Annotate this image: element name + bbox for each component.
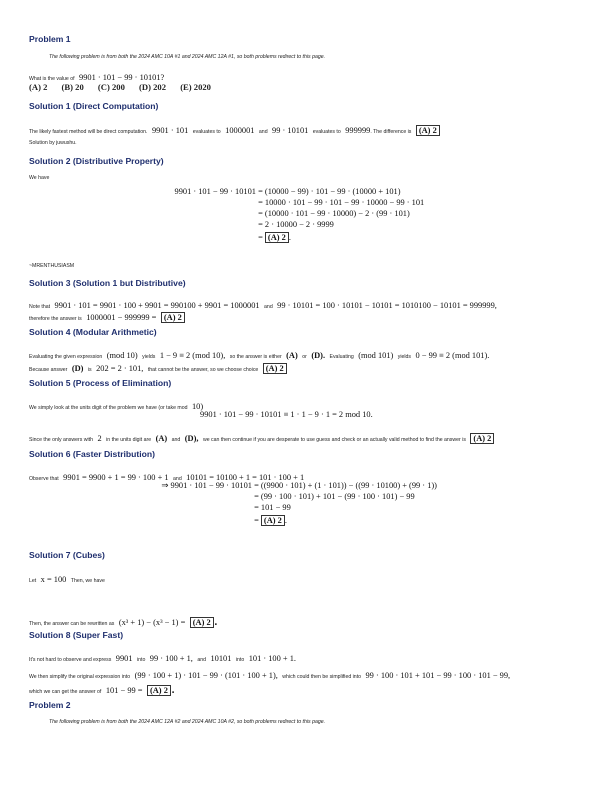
choice-c: (C) 200 <box>97 82 125 92</box>
solution5-display: 9901 · 101 − 99 · 10101 ≡ 1 · 1 − 9 · 1 = 2 mod 10. <box>200 410 373 419</box>
solution7-answer-box: (A) 2 <box>190 617 214 628</box>
solution5-line1: We simply look at the units digit of the problem we have (or take mod 10) <box>29 402 204 411</box>
solution1-heading: Solution 1 (Direct Computation) <box>29 101 159 111</box>
solution7-heading: Solution 7 (Cubes) <box>29 550 105 560</box>
solution5-answer-box: (A) 2 <box>470 433 494 444</box>
solution3-heading: Solution 3 (Solution 1 but Distributive) <box>29 278 186 288</box>
solution3-line2: therefore the answer is 1000001 − 999999 = (A) 2 <box>29 307 594 325</box>
solution8-line2: We then simplify the original expression into (99 · 100 + 1) · 101 − 99 · (101 · 100 + 1), which could then be simplified into 99 · 100 · 101 + 101 − 99 · 100 · 101 − 99, <box>29 671 511 680</box>
problem2-note: The following problem is from both the 2024 AMC 12A #2 and 2024 AMC 10A #2, so both problems redirect to this page. <box>49 719 326 725</box>
solution4-line2: Because answer (D) is 202 = 2 · 101, that cannot be the answer, so we choose choice (A) 2 <box>29 358 594 376</box>
solution1-text: The likely fastest method will be direct computation. 9901 · 101 evaluates to 1000001 and 99 · 10101 evaluates to 999999. The difference is (A) 2 <box>29 120 594 138</box>
choice-b: (B) 20 <box>61 82 84 92</box>
choice-d: (D) 202 <box>139 82 167 92</box>
solution1-credit: Solution by juwushu. <box>29 140 77 146</box>
problem1-section <box>29 34 594 44</box>
choice-e: (E) 2020 <box>180 82 211 92</box>
solution6-lhs: ⇒ 9901 · 101 − 99 · 10101 <box>161 481 252 490</box>
problem1-choices <box>29 82 594 92</box>
solution5-line2: Since the only answers with 2 in the units digit are (A) and (D), we can then continue if you are desperate to use guess and check or an actually valid method to find the answer is (A) 2 <box>29 428 594 446</box>
problem1-question: What is the value of 9901 · 101 − 99 · 10101? <box>29 73 165 82</box>
problem1-expression: 9901 · 101 − 99 · 10101? <box>79 73 165 82</box>
solution4-answer-box: (A) 2 <box>263 363 287 374</box>
solution6-answer-box: (A) 2 <box>261 515 285 526</box>
solution8-answer-box: (A) 2 <box>147 685 171 696</box>
solution8-line3: which we can get the answer of 101 − 99 = (A) 2 . <box>29 680 176 697</box>
solution4-line1: Evaluating the given expression (mod 10) yields 1 − 9 ≡ 2 (mod 10), so the answer is either (A) or (D). Evaluating (mod 101) yields 0 − 99 ≡ 2 (mod 101). <box>29 351 490 360</box>
solution2-intro: We have <box>29 175 50 181</box>
solution5-heading: Solution 5 (Process of Elimination) <box>29 378 172 388</box>
solution6-line1: Observe that 9901 = 9900 + 1 = 99 · 100 + 1 and 10101 = 10100 + 1 = 101 · 100 + 1 <box>29 473 305 482</box>
solution2-answer-box: (A) 2 <box>265 232 289 243</box>
problem1-note: The following problem is from both the 2024 AMC 10A #1 and 2024 AMC 12A #1, so both problems redirect to this page. <box>49 54 326 60</box>
choice-a: (A) 2 <box>29 82 48 92</box>
solution7-line1: Let x = 100 Then, we have <box>29 575 105 584</box>
problem1-heading: Problem 1 <box>29 34 71 44</box>
solution6-display: ⇒ 9901 · 101 − 99 · 10101 = ((9900 · 101) + (1 · 101)) − ((99 · 10100) + (99 · 1)) = (99 · 100 · 101) + 101 − (99 · 100 · 101) − 99 = 101 − 99 = (A) 2 . <box>144 480 437 526</box>
solution2-lhs: 9901 · 101 − 99 · 10101 <box>174 187 256 196</box>
solution3-line1: Note that 9901 · 101 = 9901 · 100 + 9901 = 990100 + 9901 = 1000001 and 99 · 10101 = 100 · 10101 − 10101 = 1010100 − 10101 = 999999, <box>29 301 497 310</box>
solution1-answer-box: (A) 2 <box>416 125 440 136</box>
solution2-display: 9901 · 101 − 99 · 10101 = (10000 − 99) · 101 − 99 · (10000 + 101) = 10000 · 101 − 99 · 101 − 99 · 10000 − 99 · 101 = (10000 · 101 − 99 · 10000) − 2 · (99 · 101) = 2 · 10000 − 2 · 9999 = (A) 2 . <box>162 186 424 243</box>
solution7-line2: Then, the answer can be rewritten as (x³ + 1) − (x³ − 1) = (A) 2 . <box>29 612 219 629</box>
solution4-heading: Solution 4 (Modular Arithmetic) <box>29 327 157 337</box>
problem2-heading: Problem 2 <box>29 700 71 710</box>
solution8-line1: It's not hard to observe and express 9901 into 99 · 100 + 1, and 10101 into 101 · 100 + 1. <box>29 654 296 663</box>
solution2-heading: Solution 2 (Distributive Property) <box>29 156 164 166</box>
solution2-credit: ~MRENTHUSIASM <box>29 263 75 269</box>
solution8-heading: Solution 8 (Super Fast) <box>29 630 124 640</box>
solution3-answer-box: (A) 2 <box>161 312 185 323</box>
solution6-heading: Solution 6 (Faster Distribution) <box>29 449 156 459</box>
